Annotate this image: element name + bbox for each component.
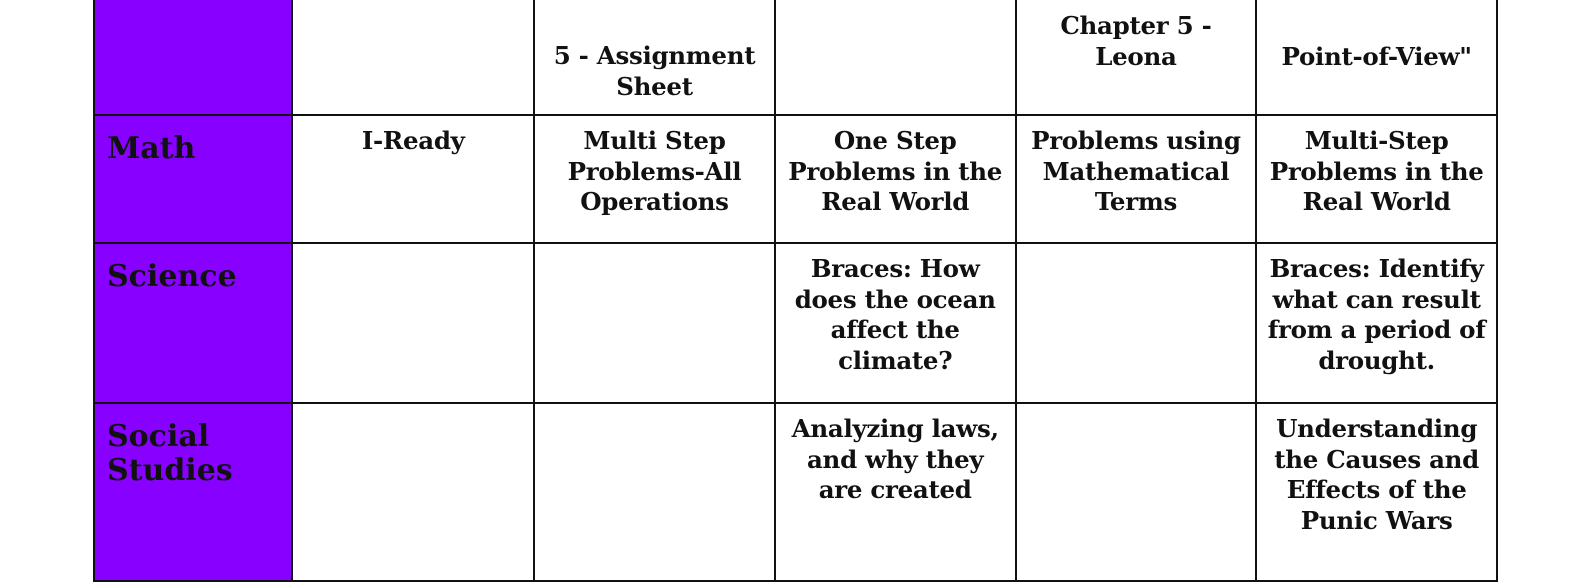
table-row — [94, 243, 1497, 403]
table-cell: Problems using Mathematical Terms — [1016, 115, 1257, 243]
table-cell — [1016, 403, 1257, 581]
subject-cell-social-studies: Social Studies — [94, 403, 292, 581]
table-cell — [292, 243, 534, 403]
subject-cell-math: Math — [94, 115, 292, 243]
subject-cell-science: Science — [94, 243, 292, 403]
table-row — [94, 403, 1497, 581]
table-row — [94, 0, 1497, 115]
table-cell: Point-of-View" — [1256, 0, 1497, 115]
table-row — [94, 115, 1497, 243]
table-cell: Understanding the Causes and Effects of the Punic Wars — [1256, 403, 1497, 581]
table-cell — [534, 403, 775, 581]
table-cell — [292, 0, 534, 115]
table-cell: I-Ready — [292, 115, 534, 243]
table-cell — [292, 403, 534, 581]
subject-cell — [94, 0, 292, 115]
table-cell: Braces: Identify what can result from a period of drought. — [1256, 243, 1497, 403]
table-cell — [775, 0, 1016, 115]
table-cell: Multi Step Problems-All Operations — [534, 115, 775, 243]
table-cell — [534, 243, 775, 403]
table-cell: 5 - Assignment Sheet — [534, 0, 775, 115]
schedule-table — [93, 0, 1498, 582]
table-cell: Analyzing laws, and why they are created — [775, 403, 1016, 581]
table-cell: Chapter 5 - Leona — [1016, 0, 1257, 115]
table-cell — [1016, 243, 1257, 403]
table-cell: One Step Problems in the Real World — [775, 115, 1016, 243]
table-cell: Braces: How does the ocean affect the climate? — [775, 243, 1016, 403]
table-cell: Multi-Step Problems in the Real World — [1256, 115, 1497, 243]
